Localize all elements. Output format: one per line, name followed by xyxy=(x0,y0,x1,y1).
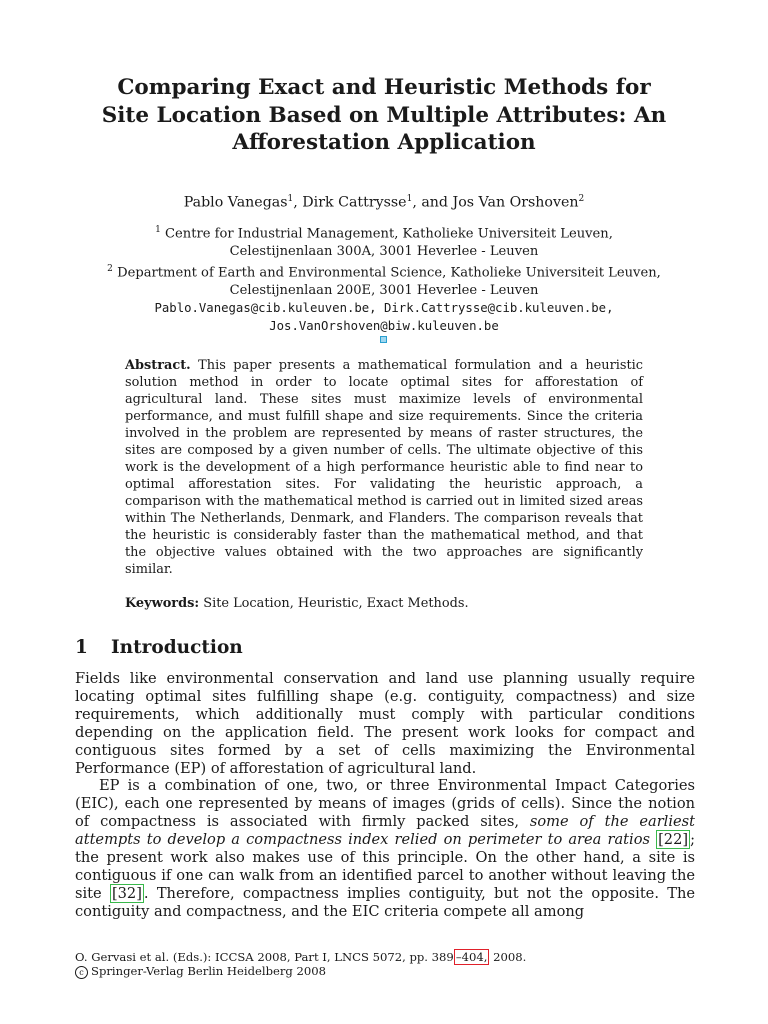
keywords-text: Site Location, Heuristic, Exact Methods. xyxy=(203,596,469,611)
affiliation-2-line-1: Department of Earth and Environmental Science, Katholieke Universiteit Leuven, xyxy=(117,265,661,281)
email-line-1[interactable]: Pablo.Vanegas@cib.kuleuven.be, Dirk.Cattrysse@cib.kuleuven.be, xyxy=(154,300,614,315)
email-line-2[interactable]: Jos.VanOrshoven@biw.kuleuven.be xyxy=(269,318,499,333)
section-heading xyxy=(75,636,243,660)
citation-prefix: O. Gervasi et al. (Eds.): ICCSA 2008, Part I, LNCS 5072, pp. 389 xyxy=(75,950,454,964)
affiliation-1-line-1: Centre for Industrial Management, Katholieke Universiteit Leuven, xyxy=(165,226,613,242)
abstract-label: Abstract. xyxy=(125,358,191,373)
title-line-1: Comparing Exact and Heuristic Methods for xyxy=(117,75,651,100)
author-list xyxy=(60,190,708,212)
paragraph-1: Fields like environmental conservation and land use planning usually require locating optimal sites fulfilling shape (e.g. contiguity, compactness) and size requirements, which additionally must comply with particular conditions depending on the application field. The present work looks for compact and contiguous sites formed by a set of cells maximizing the Environmental Performance (EP) of afforestation of agricultural land. xyxy=(75,670,695,777)
affiliation-2-number: 2 xyxy=(107,263,113,274)
affiliation-2-line-2: Celestijnenlaan 200E, 3001 Heverlee - Leuven xyxy=(229,283,539,299)
author-2-affil: 1 xyxy=(406,194,413,204)
author-separator-2: , and xyxy=(412,194,453,211)
abstract-text: This paper presents a mathematical formulation and a heuristic solution method in order to locate optimal sites for afforestation of agricultural land. These sites must maximize levels of environmental performance, and must fulfill shape and size requirements. Since the criteria involved in the problem are represented by means of raster structures, the sites are composed by a given number of cells. The ultimate objective of this work is the development of a high performance heuristic able to find near to optimal afforestation sites. For validating the heuristic approach, a comparison with the mathematical method is carried out in limited sized areas within The Netherlands, Denmark, and Flanders. The comparison reveals that the heuristic is considerably faster than the mathematical method, and that the objective values obtained with the two approaches are significantly similar. xyxy=(125,358,643,577)
section-title: Introduction xyxy=(111,637,243,658)
affiliation-1-number: 1 xyxy=(155,225,161,235)
title-line-3: Afforestation Application xyxy=(232,130,536,155)
section-number: 1 xyxy=(75,637,88,658)
author-separator-1: , xyxy=(293,194,303,211)
paragraph-2-part-b: ; the present work also makes use of this principle. On the other hand, a site is contiguous if one can walk from an identified parcel to another without leaving the site xyxy=(75,831,695,902)
title-line-2: Site Location Based on Multiple Attributes: An xyxy=(101,102,667,128)
paper-title xyxy=(60,74,708,157)
copyright-text: Springer-Verlag Berlin Heidelberg 2008 xyxy=(91,964,327,978)
citation-suffix: 2008. xyxy=(489,950,527,964)
annotation-marker xyxy=(380,336,387,343)
body-text xyxy=(75,670,695,921)
citation-link-22[interactable]: [22] xyxy=(658,831,689,849)
page-range-link[interactable]: –404, xyxy=(455,950,488,964)
paragraph-2 xyxy=(75,777,695,920)
paragraph-2-part-a: EP is a combination of one, two, or three Environmental Impact Categories (EIC), each one represented by means of images (grids of cells). Since the notion of compactness is associated with firmly packed sites, xyxy=(75,777,695,831)
paragraph-2-italic: some of the earliest attempts to develop a compactness index relied on perimeter to area ratios xyxy=(75,813,696,849)
citation-line xyxy=(75,950,526,964)
affiliation-1-line-2: Celestijnenlaan 300A, 3001 Heverlee - Leuven xyxy=(229,244,539,260)
abstract xyxy=(125,357,643,578)
keywords xyxy=(125,595,643,612)
affiliations xyxy=(60,222,708,336)
author-2: Dirk Cattrysse xyxy=(302,194,407,211)
copyright-line xyxy=(75,964,526,979)
paragraph-2-part-c: . Therefore, compactness implies contiguity, but not the opposite. The contiguity and compactness, and the EIC criteria compete all among xyxy=(75,884,695,920)
citation-link-32[interactable]: [32] xyxy=(111,884,142,902)
author-3-affil: 2 xyxy=(578,194,585,204)
author-1: Pablo Vanegas xyxy=(183,194,288,211)
keywords-label: Keywords: xyxy=(125,596,200,611)
copyright-icon: c xyxy=(75,966,88,979)
author-1-affil: 1 xyxy=(287,194,294,204)
author-3: Jos Van Orshoven xyxy=(452,194,579,211)
page-footer xyxy=(75,950,526,979)
